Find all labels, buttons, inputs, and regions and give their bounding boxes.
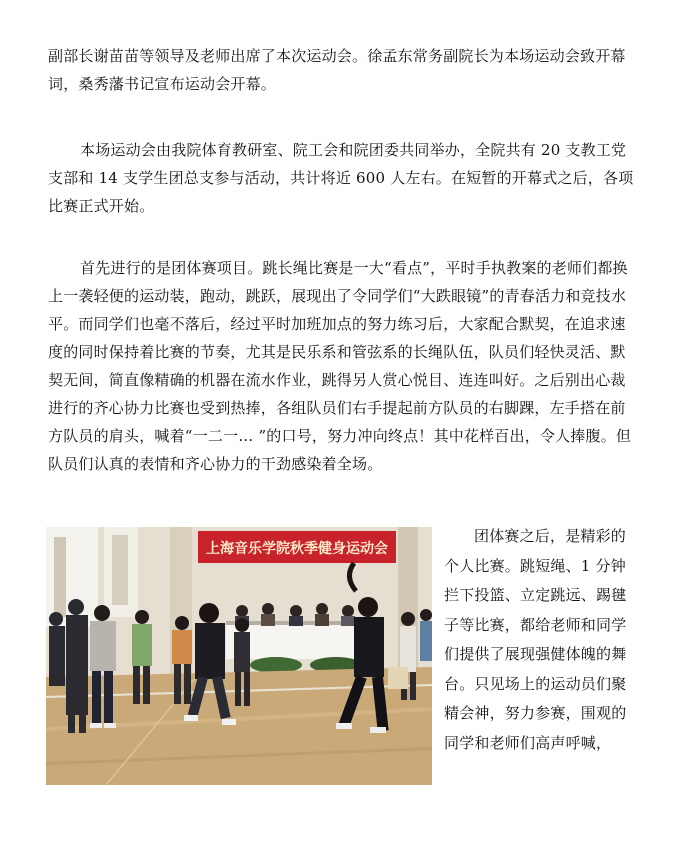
paragraph-team-events: 首先进行的是团体赛项目。跳长绳比赛是一大“看点”，平时手执教案的老师们都换上一袭轻便的运动装，跑动，跳跃，展现出了令同学们“大跌眼镜”的青春活力和竞技水平。而同学们也毫不落后，经过平时加班加点的努力练习后，大家配合默契，在追求速度的同时保持着比赛的节奏，尤其是民乐系和管弦系的长绳队伍，队员们轻快灵活、默契无间，简直像精确的机器在流水作业，跳得另人赏心悦目、连连叫好。之后别出心裁进行的齐心协力比赛也受到热捧，各组队员们右手提起前方队员的右脚踝，左手搭在前方队员的肩头，喊着“一二一… ”的口号，努力冲向终点！其中花样百出，令人捧腹。但队员们认真的表情和齐心协力的干劲感染着全场。 — [48, 259, 632, 473]
paragraph-individual-events: 团体赛之后，是精彩的个人比赛。跳短绳、1 分钟拦下投篮、立定跳远、踢毽子等比赛，都给老师和同学们提供了展现强健体魄的舞台。只见场上的运动员们聚精会神，努力参赛，围观的同学和老师们高声呼喊， — [444, 527, 627, 752]
paragraph-organizers: 本场运动会由我院体育教研室、院工会和院团委共同举办，全院共有 20 支教工党支部和 14 支学生团总支参与活动，共计将近 600 人左右。在短暂的开幕式之后，各项比赛正式开始。 — [48, 141, 634, 215]
paragraph-opening-ceremony: 副部长谢苗苗等领导及老师出席了本次运动会。徐孟东常务副院长为本场运动会致开幕词，桑秀藩书记宣布运动会开幕。 — [48, 47, 626, 93]
event-banner — [198, 531, 396, 563]
sports-meet-photo — [46, 527, 432, 785]
banner-text: 上海音乐学院秋季健身运动会 — [206, 541, 388, 557]
